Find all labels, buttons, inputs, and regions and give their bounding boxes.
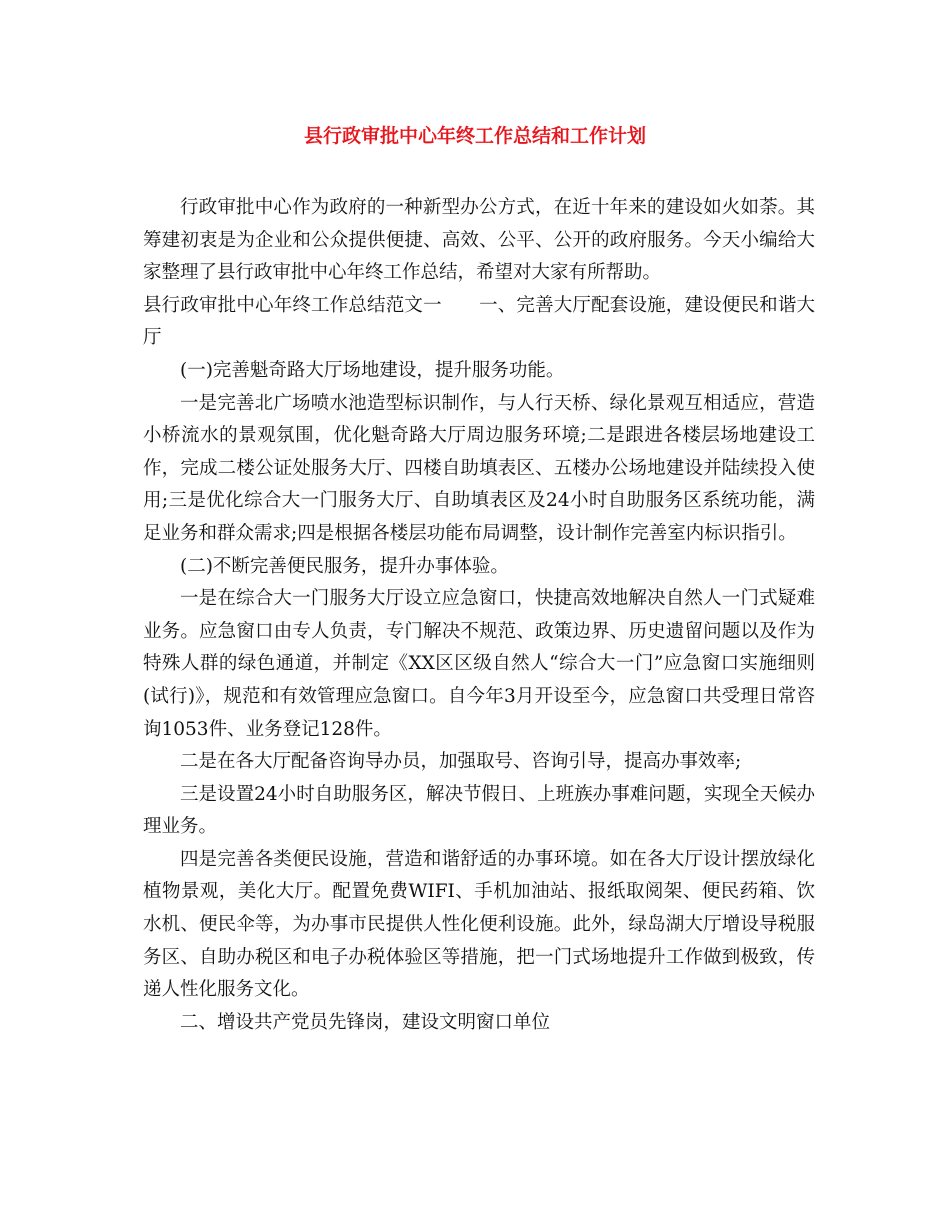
body-paragraph: 三是设置24小时自助服务区，解决节假日、上班族办事难问题，实现全天候办理业务。 (143, 783, 815, 838)
document-body (143, 192, 815, 1039)
body-paragraph: 行政审批中心作为政府的一种新型办公方式，在近十年来的建设如火如荼。其筹建初衷是为企业和公众提供便捷、高效、公平、公开的政府服务。今天小编给大家整理了县行政审批中心年终工作总结，希望对大家有所帮助。 (143, 197, 815, 284)
document-title: 县行政审批中心年终工作总结和工作计划 (303, 125, 646, 147)
body-paragraph: (一)完善魁奇路大厅场地建设，提升服务功能。 (180, 359, 565, 381)
body-paragraph: 一是完善北广场喷水池造型标识制作，与人行天桥、绿化景观互相适应，营造小桥流水的景观氛围，优化魁奇路大厅周边服务环境;二是跟进各楼层场地建设工作，完成二楼公证处服务大厅、四楼自助填表区、五楼办公场地建设并陆续投入使用;三是优化综合大一门服务大厅、自助填表区及24小时自助服务区系统功能，满足业务和群众需求;四是根据各楼层功能布局调整，设计制作完善室内标识指引。 (143, 392, 815, 544)
body-paragraph: 四是完善各类便民设施，营造和谐舒适的办事环境。如在各大厅设计摆放绿化植物景观，美化大厅。配置免费WIFI、手机加油站、报纸取阅架、便民药箱、饮水机、便民伞等，为办事市民提供人性化便利设施。此外，绿岛湖大厅增设导税服务区、自助办税区和电子办税体验区等措施，把一门式场地提升工作做到极致，传递人性化服务文化。 (143, 848, 815, 1001)
body-paragraph: 县行政审批中心年终工作总结范文一 一、完善大厅配套设施，建设便民和谐大厅 (143, 294, 815, 349)
body-paragraph: 二、增设共产党员先锋岗，建设文明窗口单位 (180, 1011, 551, 1033)
body-paragraph: (二)不断完善便民服务，提升办事体验。 (180, 555, 509, 577)
body-paragraph: 一是在综合大一门服务大厅设立应急窗口，快捷高效地解决自然人一门式疑难业务。应急窗口由专人负责，专门解决不规范、政策边界、历史遗留问题以及作为特殊人群的绿色通道，并制定《XX区区级自然人“综合大一门”应急窗口实施细则(试行)》，规范和有效管理应急窗口。自今年3月开设至今，应急窗口共受理日常咨询1053件、业务登记128件。 (143, 588, 815, 740)
body-paragraph: 二是在各大厅配备咨询导办员，加强取号、咨询引导，提高办事效率; (180, 751, 742, 773)
